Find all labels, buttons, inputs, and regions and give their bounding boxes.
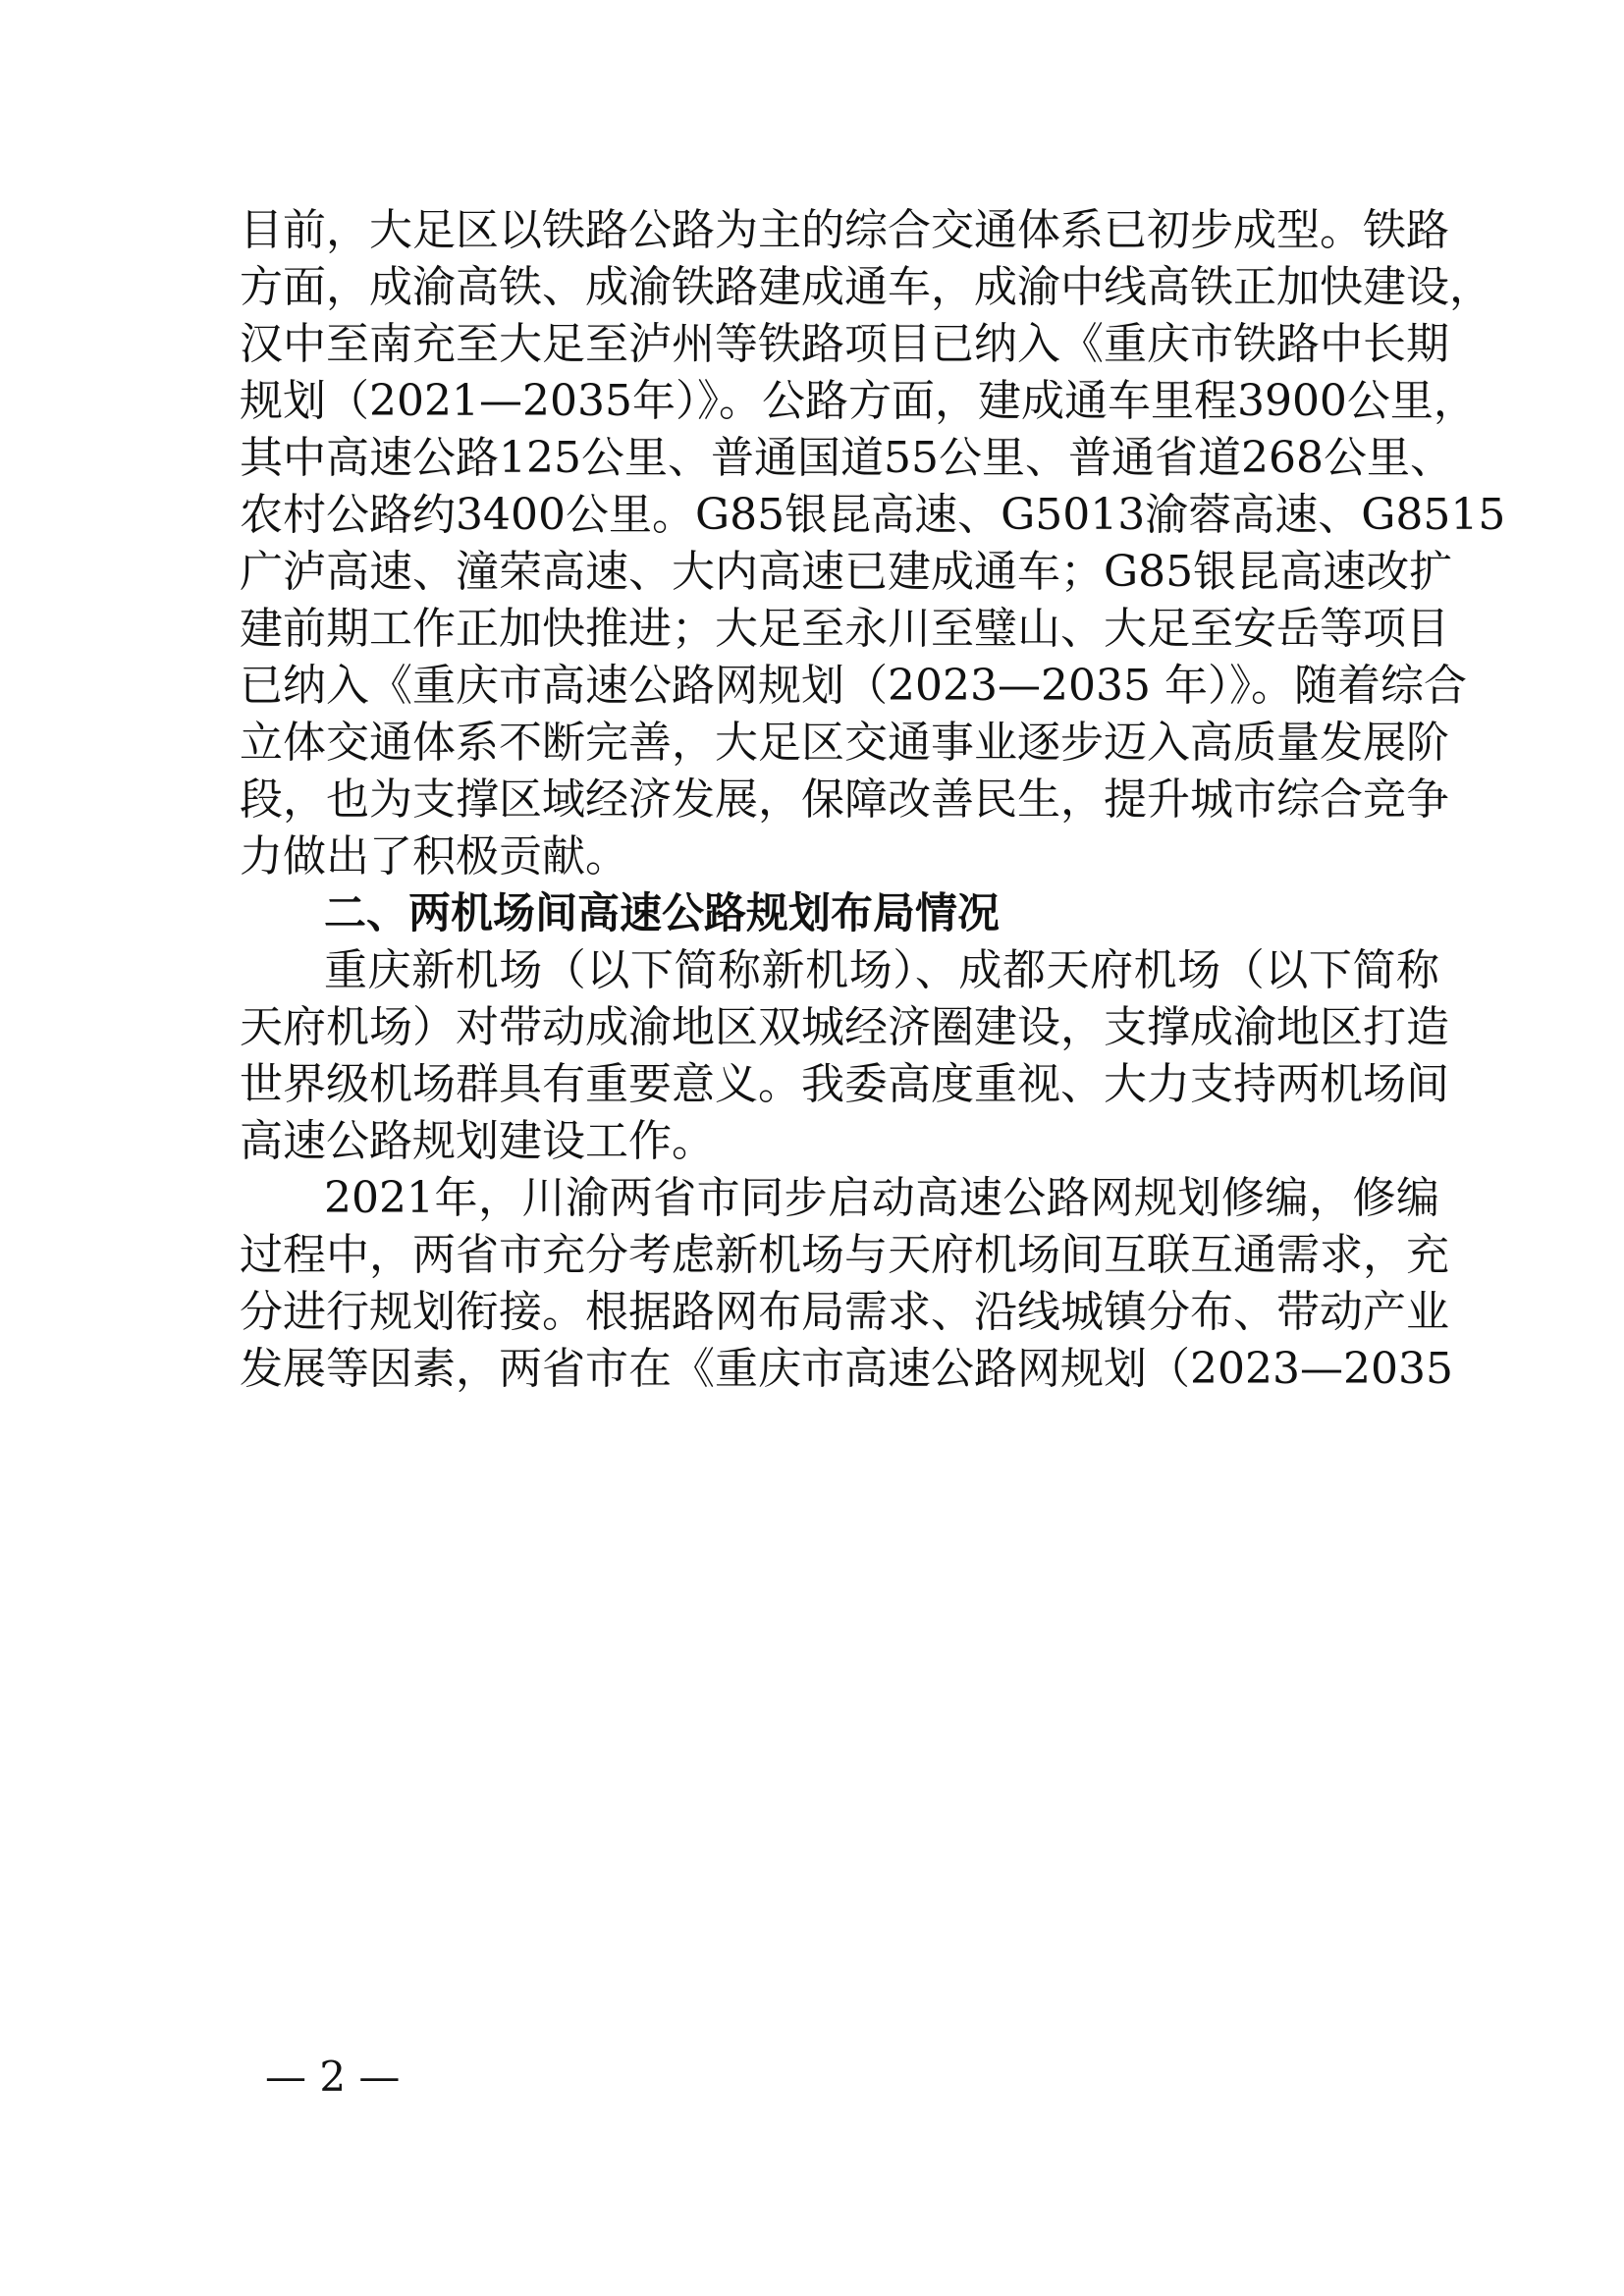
paragraph-1-line-8: 建前期工作正加快推进；大足至永川至璧山、大足至安岳等项目 — [240, 604, 1449, 654]
paragraph-2-line-3: 世界级机场群具有重要意义。我委高度重视、大力支持两机场间 — [240, 1059, 1449, 1109]
paragraph-1-line-3: 汉中至南充至大足至泸州等铁路项目已纳入《重庆市铁路中长期 — [240, 319, 1449, 369]
section-heading: 二、两机场间高速公路规划布局情况 — [324, 889, 1000, 938]
paragraph-1-line-4: 规划（2021—2035年）》。公路方面，建成通车里程3900公里， — [240, 376, 1477, 426]
page-number: — 2 — — [265, 2053, 401, 2101]
paragraph-3-line-1: 2021年，川渝两省市同步启动高速公路网规划修编，修编 — [324, 1173, 1439, 1223]
paragraph-1-line-7: 广泸高速、潼荣高速、大内高速已建成通车；G85银昆高速改扩 — [240, 547, 1453, 597]
paragraph-2-line-1: 重庆新机场（以下简称新机场）、成都天府机场（以下简称 — [324, 945, 1439, 995]
paragraph-2-line-4: 高速公路规划建设工作。 — [240, 1116, 715, 1166]
paragraph-1-line-12: 力做出了积极贡献。 — [240, 831, 628, 881]
paragraph-3-line-2: 过程中，两省市充分考虑新机场与天府机场间互联互通需求，充 — [240, 1230, 1449, 1280]
paragraph-1-line-5: 其中高速公路125公里、普通国道55公里、普通省道268公里、 — [240, 433, 1453, 483]
paragraph-1-line-11: 段，也为支撑区域经济发展，保障改善民生，提升城市综合竞争 — [240, 774, 1449, 825]
paragraph-3-line-4: 发展等因素，两省市在《重庆市高速公路网规划（2023—2035 — [240, 1344, 1453, 1394]
paragraph-1-line-2: 方面，成渝高铁、成渝铁路建成通车，成渝中线高铁正加快建设， — [240, 262, 1492, 312]
paragraph-1-line-1: 目前，大足区以铁路公路为主的综合交通体系已初步成型。铁路 — [240, 205, 1449, 255]
paragraph-1-line-10: 立体交通体系不断完善，大足区交通事业逐步迈入高质量发展阶 — [240, 718, 1449, 768]
paragraph-1-line-9: 已纳入《重庆市高速公路网规划（2023—2035 年）》。随着综合 — [240, 661, 1467, 711]
paragraph-2-line-2: 天府机场）对带动成渝地区双城经济圈建设，支撑成渝地区打造 — [240, 1002, 1449, 1052]
paragraph-1-line-6: 农村公路约3400公里。G85银昆高速、G5013渝蓉高速、G8515 — [240, 490, 1506, 540]
paragraph-3-line-3: 分进行规划衔接。根据路网布局需求、沿线城镇分布、带动产业 — [240, 1287, 1449, 1337]
